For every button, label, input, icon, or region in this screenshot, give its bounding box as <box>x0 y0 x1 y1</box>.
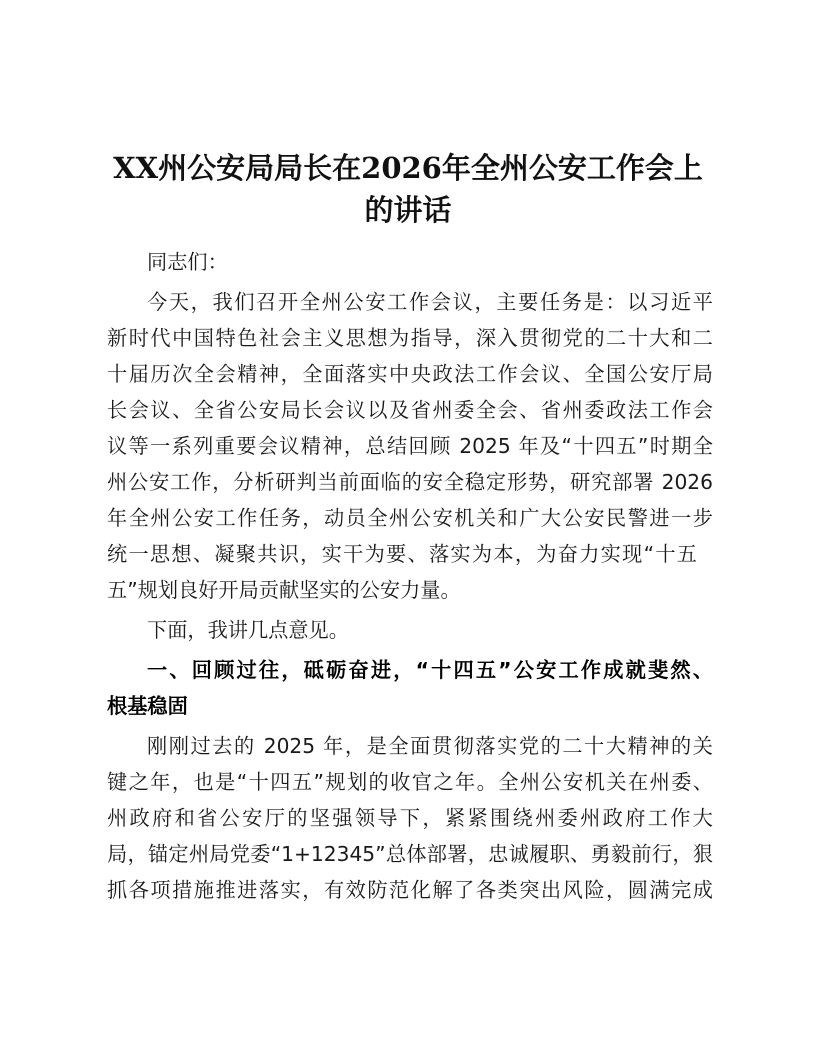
paragraph-3-line: 键之年，也是“十四五”规划的收官之年。全州公安机关在州委、 <box>107 770 713 794</box>
paragraph-1-line: 议等一系列重要会议精神，总结回顾 2025 年及“十四五”时期全 <box>107 434 713 458</box>
document-title-line-2: 的讲话 <box>364 193 452 227</box>
paragraph-1-line: 州公安工作，分析研判当前面临的安全稳定形势，研究部署 2026 <box>107 470 713 494</box>
paragraph-3-line: 抓各项措施推进落实，有效防范化解了各类突出风险，圆满完成 <box>107 878 713 902</box>
salutation: 同志们： <box>147 250 228 274</box>
paragraph-3-line: 局，锚定州局党委“1+12345”总体部署，忠诚履职、勇毅前行，狠 <box>107 842 713 866</box>
paragraph-2: 下面，我讲几点意见。 <box>147 618 349 642</box>
paragraph-1-line: 长会议、全省公安局长会议以及省州委全会、省州委政法工作会 <box>107 398 713 422</box>
paragraph-1-line: 今天，我们召开全州公安工作会议，主要任务是：以习近平 <box>147 290 713 314</box>
section-heading-1-line-2: 根基稳固 <box>107 694 188 718</box>
paragraph-1-line: 十届历次全会精神，全面落实中央政法工作会议、全国公安厅局 <box>107 362 713 386</box>
paragraph-1-line: 新时代中国特色社会主义思想为指导，深入贯彻党的二十大和二 <box>107 326 713 350</box>
paragraph-1-line: 年全州公安工作任务，动员全州公安机关和广大公安民警进一步 <box>107 506 713 530</box>
paragraph-1-line: 五”规划良好开局贡献坚实的公安力量。 <box>107 578 461 602</box>
paragraph-3-line: 州政府和省公安厅的坚强领导下，紧紧围绕州委州政府工作大 <box>107 806 713 830</box>
section-heading-1-line-1: 一、回顾过往，砥砺奋进，“十四五”公安工作成就斐然、 <box>147 658 713 682</box>
paragraph-3-line: 刚刚过去的 2025 年，是全面贯彻落实党的二十大精神的关 <box>147 734 713 758</box>
paragraph-1-line: 统一思想、凝聚共识，实干为要、落实为本，为奋力实现“十五 <box>107 542 697 566</box>
document-title-line-1: XX州公安局局长在2026年全州公安工作会上 <box>113 151 703 185</box>
